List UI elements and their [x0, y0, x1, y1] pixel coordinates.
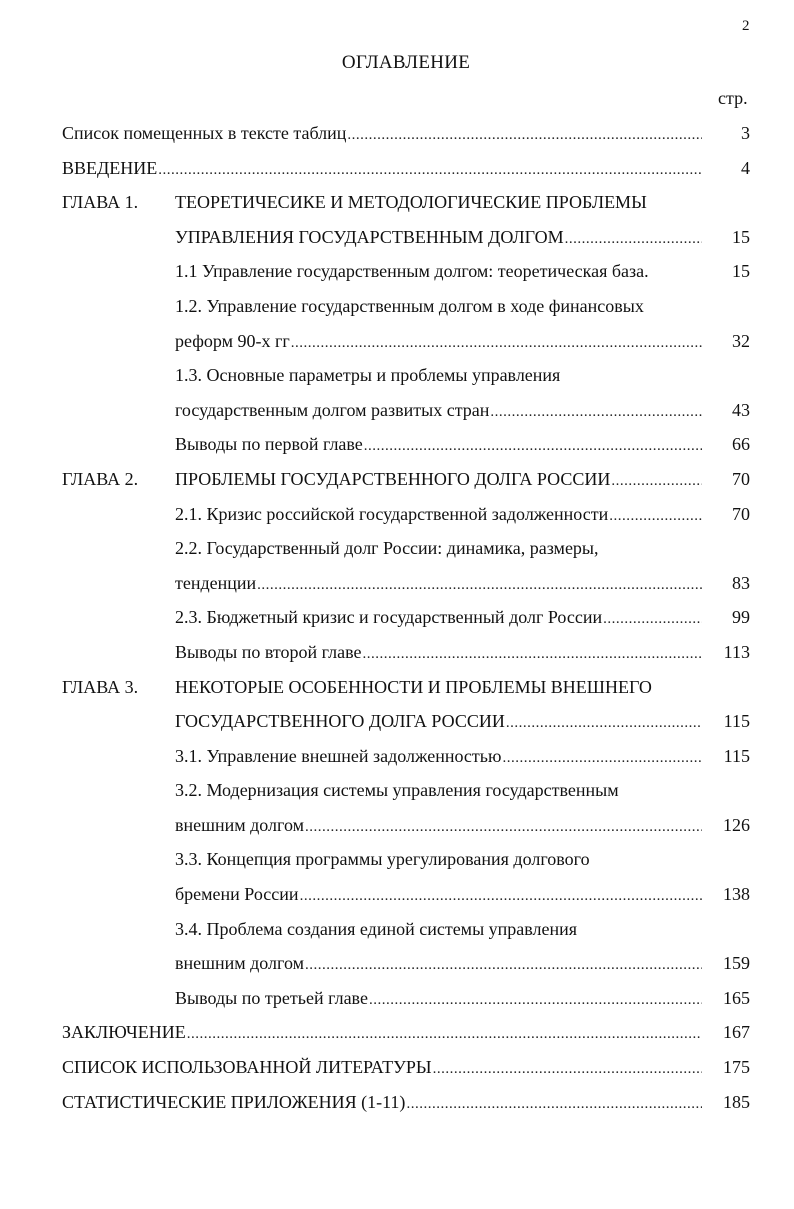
entry-page-number: 165 [723, 987, 750, 1008]
entry-page-number: 66 [732, 434, 750, 455]
toc-entry [0, 427, 794, 462]
dot-leader [257, 568, 702, 603]
entry-page-number: 70 [732, 503, 750, 524]
toc-entry [0, 289, 794, 324]
entry-page-number: 15 [732, 226, 750, 247]
dot-leader [611, 464, 702, 499]
entry-page-number: 3 [741, 123, 750, 143]
dot-leader [187, 1017, 702, 1052]
entry-title: НЕКОТОРЫЕ ОСОБЕННОСТИ И ПРОБЛЕМЫ ВНЕШНЕГО [175, 676, 652, 697]
toc-entry [0, 497, 794, 532]
toc-entry [0, 1015, 794, 1050]
dot-leader [565, 222, 702, 257]
entry-title: внешним долгом [175, 953, 305, 974]
entry-title: бремени России [175, 884, 299, 905]
toc-entry [0, 670, 794, 705]
toc-entry [0, 531, 794, 566]
dot-leader [158, 153, 702, 188]
toc-entry [0, 704, 794, 739]
entry-title: Выводы по второй главе [175, 641, 362, 662]
entry-title: ПРОБЛЕМЫ ГОСУДАРСТВЕННОГО ДОЛГА РОССИИ [175, 468, 611, 489]
toc-entry [0, 393, 794, 428]
dot-leader [305, 810, 702, 845]
entry-page-number: 32 [732, 330, 750, 351]
entry-title: СТАТИСТИЧЕСКИЕ ПРИЛОЖЕНИЯ (1-11) [62, 1091, 406, 1112]
chapter-label: ГЛАВА 2. [62, 468, 139, 489]
entry-page-number: 175 [723, 1057, 750, 1078]
toc-entry [0, 116, 794, 151]
entry-title: Список помещенных в тексте таблиц [62, 123, 347, 143]
entry-title: СПИСОК ИСПОЛЬЗОВАННОЙ ЛИТЕРАТУРЫ [62, 1057, 432, 1078]
entry-title: 2.2. Государственный долг России: динамика, размеры, [175, 538, 599, 559]
dot-leader [506, 706, 702, 741]
toc-entry [0, 1050, 794, 1085]
entry-page-number: 4 [741, 157, 750, 178]
chapter-label: ГЛАВА 1. [62, 192, 139, 213]
toc-entry [0, 773, 794, 808]
toc-title: ОГЛАВЛЕНИЕ [341, 52, 471, 73]
entry-page-number: 70 [732, 468, 750, 489]
toc-entry [0, 462, 794, 497]
entry-title: 3.2. Модернизация системы управления государственным [175, 780, 619, 801]
entry-title: ВВЕДЕНИЕ [62, 157, 158, 178]
toc-entry [0, 358, 794, 393]
chapter-label: ГЛАВА 3. [62, 676, 139, 697]
toc-entry [0, 324, 794, 359]
dot-leader [362, 637, 702, 672]
entry-page-number: 167 [723, 1022, 750, 1043]
toc-entry [0, 635, 794, 670]
dot-leader [502, 741, 702, 776]
toc-entry [0, 566, 794, 601]
entry-title: 3.4. Проблема создания единой системы управления [175, 918, 578, 939]
entry-page-number: 115 [723, 745, 750, 766]
entry-title: 3.3. Концепция программы урегулирования долгового [175, 849, 590, 870]
dot-leader [300, 879, 702, 914]
toc-list [0, 116, 794, 1119]
toc-entry [0, 600, 794, 635]
entry-title: государственным долгом развитых стран [175, 399, 490, 420]
entry-page-number: 83 [732, 572, 750, 593]
toc-entry [0, 877, 794, 912]
entry-title: 1.3. Основные параметры и проблемы управления [175, 365, 561, 386]
entry-page-number: 138 [723, 884, 750, 905]
dot-leader [347, 118, 702, 153]
entry-page-number: 99 [732, 607, 750, 628]
entry-page-number: 43 [732, 399, 750, 420]
entry-title: реформ 90-х гг [175, 330, 290, 351]
dot-leader [291, 326, 702, 361]
toc-entry [0, 946, 794, 981]
page-number: 2 [742, 18, 750, 34]
dot-leader [603, 602, 702, 637]
toc-entry [0, 185, 794, 220]
entry-title: Выводы по третьей главе [175, 987, 368, 1008]
entry-title: ГОСУДАРСТВЕННОГО ДОЛГА РОССИИ [175, 711, 505, 732]
entry-title: Выводы по первой главе [175, 434, 363, 455]
entry-title: 2.3. Бюджетный кризис и государственный долг России [175, 607, 603, 628]
entry-title: внешним долгом [175, 814, 305, 835]
entry-page-number: 113 [723, 641, 750, 662]
entry-page-number: 185 [723, 1091, 750, 1112]
dot-leader [369, 983, 702, 1018]
entry-page-number: 15 [732, 261, 750, 282]
entry-title: 1.1 Управление государственным долгом: теоретическая база. [175, 261, 649, 282]
entry-title: ТЕОРЕТИЧЕСИКЕ И МЕТОДОЛОГИЧЕСКИЕ ПРОБЛЕМЫ [175, 192, 647, 213]
toc-entry [0, 254, 794, 289]
toc-entry [0, 151, 794, 186]
toc-entry [0, 739, 794, 774]
dot-leader [305, 948, 702, 983]
toc-entry [0, 220, 794, 255]
entry-title: 1.2. Управление государственным долгом в ходе финансовых [175, 295, 644, 316]
entry-title: 2.1. Кризис российской государственной задолженности [175, 503, 609, 524]
dot-leader [406, 1087, 702, 1122]
entry-page-number: 159 [723, 953, 750, 974]
dot-leader [490, 395, 702, 430]
toc-entry [0, 808, 794, 843]
dot-leader [609, 499, 702, 534]
entry-title: ЗАКЛЮЧЕНИЕ [62, 1022, 186, 1043]
page-column-label: стр. [718, 88, 748, 108]
entry-title: 3.1. Управление внешней задолженностью [175, 745, 502, 766]
dot-leader [364, 429, 702, 464]
toc-entry [0, 912, 794, 947]
entry-title: тенденции [175, 572, 257, 593]
toc-entry [0, 1085, 794, 1120]
entry-page-number: 126 [723, 814, 750, 835]
toc-entry [0, 842, 794, 877]
toc-entry [0, 981, 794, 1016]
entry-page-number: 115 [723, 711, 750, 732]
entry-title: УПРАВЛЕНИЯ ГОСУДАРСТВЕННЫМ ДОЛГОМ [175, 226, 564, 247]
dot-leader [433, 1052, 702, 1087]
